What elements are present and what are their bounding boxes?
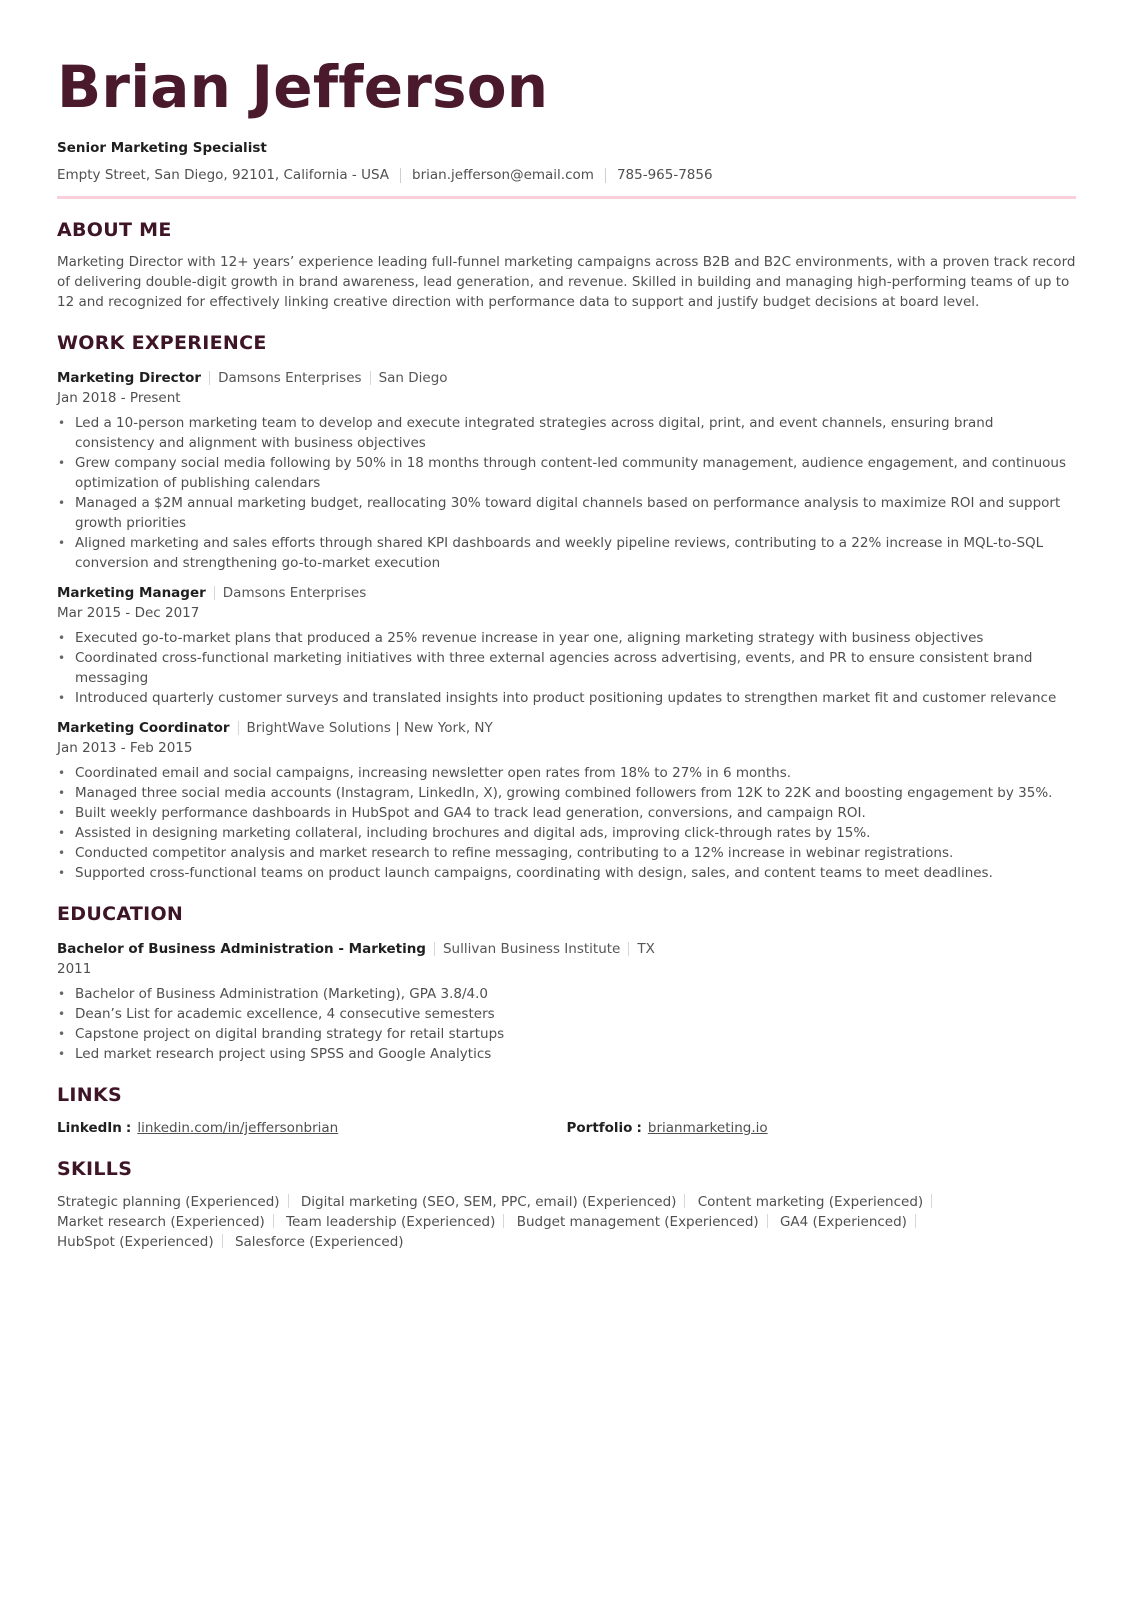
divider — [915, 1214, 916, 1228]
divider — [238, 721, 239, 735]
education-header — [57, 939, 1076, 959]
skill-item: Salesforce (Experienced) — [234, 1234, 404, 1250]
divider — [222, 1234, 223, 1248]
portfolio-link[interactable]: brianmarketing.io — [647, 1120, 768, 1136]
bullet-item: • Coordinated cross-functional marketing initiatives with three external agencies across advertising, events, and PR to ensure consistent brand messaging — [57, 648, 1076, 688]
job-dates: Mar 2015 - Dec 2017 — [57, 605, 200, 621]
skill-item: Strategic planning (Experienced) — [57, 1194, 280, 1210]
linkedin-link[interactable]: linkedin.com/in/jeffersonbrian — [137, 1120, 339, 1136]
bullet-item: • Managed a $2M annual marketing budget, reallocating 30% toward digital channels based on performance analysis to maximize ROI and support growth priorities — [57, 493, 1076, 533]
degree: Bachelor of Business Administration - Marketing — [57, 941, 426, 957]
divider — [400, 168, 401, 183]
links-row — [57, 1118, 1076, 1138]
candidate-name: Brian Jefferson — [57, 53, 549, 121]
work-list — [57, 368, 1076, 883]
job-entry — [57, 368, 1076, 573]
bullet-item: • Led market research project using SPSS and Google Analytics — [57, 1044, 1076, 1064]
bullet-item: • Capstone project on digital branding strategy for retail startups — [57, 1024, 1076, 1044]
contact-line — [57, 167, 1076, 183]
job-bullets — [57, 763, 1076, 883]
school-state: TX — [637, 941, 655, 957]
divider — [370, 371, 371, 385]
section-title-skills: SKILLS — [57, 1158, 133, 1180]
divider — [767, 1214, 768, 1228]
divider — [214, 586, 215, 600]
divider — [288, 1194, 289, 1208]
link-colon: : — [125, 1120, 132, 1136]
phone: 785-965-7856 — [616, 167, 713, 183]
link-portfolio — [567, 1118, 1077, 1138]
header-rule — [57, 196, 1076, 199]
bullet-item: • Conducted competitor analysis and market research to refine messaging, contributing to a 12% increase in webinar registrations. — [57, 843, 1076, 863]
divider — [931, 1194, 932, 1208]
job-role: Marketing Coordinator — [57, 720, 230, 736]
job-company: Damsons Enterprises — [222, 585, 367, 601]
skill-item: GA4 (Experienced) — [779, 1214, 907, 1230]
link-colon: : — [636, 1120, 642, 1136]
skill-item: Market research (Experienced) — [57, 1214, 265, 1230]
bullet-item: • Aligned marketing and sales efforts through shared KPI dashboards and weekly pipeline reviews, contributing to a 22% increase in MQL-to-SQL conversion and strengthening go-to-market execution — [57, 533, 1076, 573]
job-company: Damsons Enterprises — [218, 370, 362, 386]
job-company: BrightWave Solutions | New York, NY — [246, 720, 493, 736]
bullet-item: • Led a 10-person marketing team to develop and execute integrated strategies across digital, print, and event channels, ensuring brand consistency and alignment with business objectives — [57, 413, 1076, 453]
link-label: LinkedIn — [57, 1120, 122, 1136]
job-entry — [57, 583, 1076, 708]
section-title-links: LINKS — [57, 1084, 122, 1106]
job-dates: Jan 2013 - Feb 2015 — [57, 740, 193, 756]
about-text: Marketing Director with 12+ years’ experience leading full-funnel marketing campaigns across B2B and B2C environments, with a proven track record of delivering double-digit growth in brand awareness, lead generation, and revenue. Skilled in building and managing high-performing teams of up to 12 and recognized for effectively linking creative direction with performance data to support and justify budget decisions at board level. — [57, 254, 1076, 310]
skill-item: HubSpot (Experienced) — [57, 1234, 214, 1250]
skill-item: Content marketing (Experienced) — [697, 1194, 924, 1210]
job-location: San Diego — [378, 370, 448, 386]
link-linkedin — [57, 1118, 567, 1138]
link-label: Portfolio — [566, 1120, 633, 1136]
headline: Senior Marketing Specialist — [57, 140, 267, 156]
section-title-about: ABOUT ME — [57, 219, 172, 241]
skill-item: Budget management (Experienced) — [516, 1214, 759, 1230]
job-header — [57, 718, 1076, 738]
bullet-item: • Coordinated email and social campaigns, increasing newsletter open rates from 18% to 27% in 6 months. — [57, 763, 1076, 783]
divider — [503, 1214, 504, 1228]
skill-item: Team leadership (Experienced) — [286, 1214, 496, 1230]
bullet-item: • Grew company social media following by 50% in 18 months through content-led community management, audience engagement, and continuous optimization of publishing calendars — [57, 453, 1076, 493]
bullet-item: • Managed three social media accounts (Instagram, LinkedIn, X), growing combined followers from 12K to 22K and boosting engagement by 35%. — [57, 783, 1076, 803]
section-title-education: EDUCATION — [57, 903, 184, 925]
divider — [434, 942, 435, 956]
education-bullets — [57, 984, 1076, 1064]
graduation-year: 2011 — [57, 961, 92, 977]
divider — [209, 371, 210, 385]
bullet-item: • Supported cross-functional teams on product launch campaigns, coordinating with design, sales, and content teams to meet deadlines. — [57, 863, 1076, 883]
bullet-item: • Introduced quarterly customer surveys and translated insights into product positioning updates to strengthen market fit and customer relevance — [57, 688, 1076, 708]
job-bullets — [57, 413, 1076, 573]
job-bullets — [57, 628, 1076, 708]
divider — [605, 168, 606, 183]
email: brian.jefferson@email.com — [412, 167, 594, 183]
bullet-item: • Executed go-to-market plans that produced a 25% revenue increase in year one, aligning marketing strategy with business objectives — [57, 628, 1076, 648]
divider — [684, 1194, 685, 1208]
skills-list — [57, 1192, 1057, 1252]
divider — [273, 1214, 274, 1228]
bullet-item: • Assisted in designing marketing collateral, including brochures and digital ads, improving click-through rates by 15%. — [57, 823, 1076, 843]
bullet-item: • Dean’s List for academic excellence, 4 consecutive semesters — [57, 1004, 1076, 1024]
skill-item: Digital marketing (SEO, SEM, PPC, email) (Experienced) — [300, 1194, 677, 1210]
address: Empty Street, San Diego, 92101, California - USA — [57, 167, 390, 183]
bullet-item: • Built weekly performance dashboards in HubSpot and GA4 to track lead generation, conversions, and campaign ROI. — [57, 803, 1076, 823]
section-title-work: WORK EXPERIENCE — [57, 332, 267, 354]
job-entry — [57, 718, 1076, 883]
job-header — [57, 368, 1076, 388]
school: Sullivan Business Institute — [442, 941, 621, 957]
job-dates: Jan 2018 - Present — [57, 390, 181, 406]
job-header — [57, 583, 1076, 603]
job-role: Marketing Manager — [57, 585, 206, 601]
bullet-item: • Bachelor of Business Administration (Marketing), GPA 3.8/4.0 — [57, 984, 1076, 1004]
divider — [628, 942, 629, 956]
job-role: Marketing Director — [57, 370, 202, 386]
education-entry — [57, 939, 1076, 1064]
